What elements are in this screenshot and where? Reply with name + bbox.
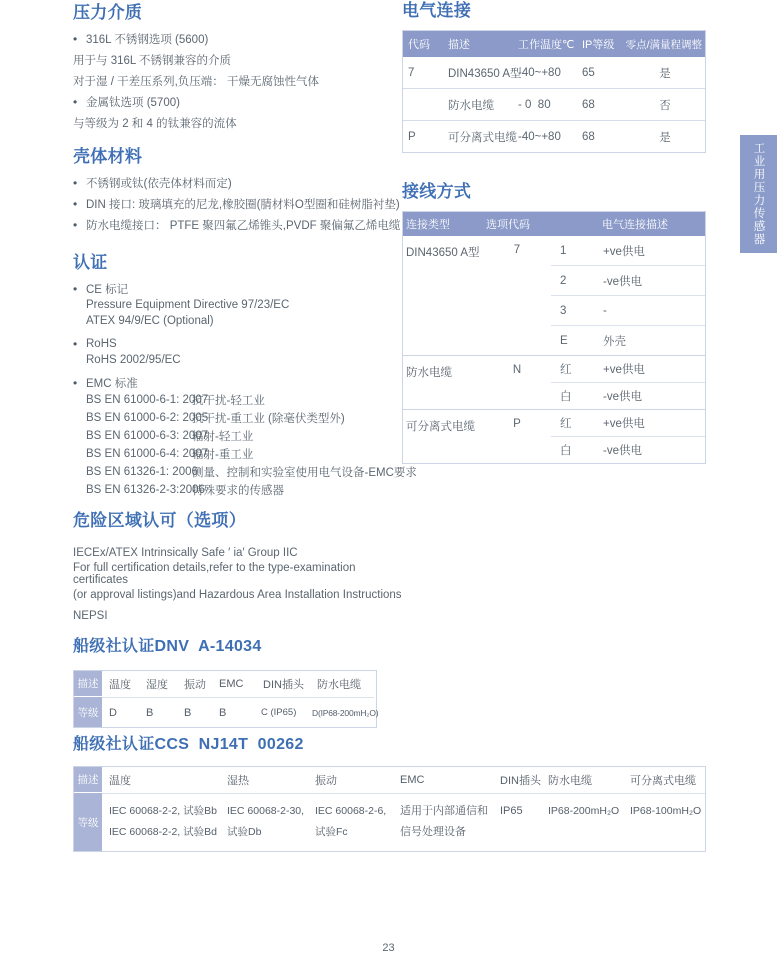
dnv-header-emc: EMC	[219, 678, 244, 690]
electrical-table-header	[403, 31, 705, 57]
pin-row	[551, 295, 705, 325]
cell-temp: -40~+80	[518, 66, 561, 79]
section-ccs-certification	[73, 734, 704, 852]
hazard-line	[73, 605, 413, 626]
cell-description: 可分离式电缆	[448, 131, 517, 144]
emc-code: BS EN 61326-1: 2006	[86, 466, 198, 478]
cell-temp: - 0 80	[518, 98, 551, 111]
dnv-value: D	[102, 697, 139, 727]
pin-label: 1	[560, 244, 567, 257]
section-dnv-certification	[73, 636, 704, 728]
wiring-group-din	[403, 236, 705, 355]
pressure-line-text: • 金属钛选项 (5700)	[86, 96, 180, 109]
emc-desc: 特殊要求的传感器	[192, 485, 284, 497]
col-header-code: 代码	[408, 39, 430, 51]
row-label-description: 描述	[74, 671, 102, 697]
pressure-line	[73, 28, 398, 49]
pressure-media-title: 压力介质	[73, 3, 143, 22]
section-pressure-media	[73, 2, 398, 133]
dnv-table	[73, 670, 377, 728]
wiring-code: 7	[513, 244, 521, 256]
housing-line	[73, 172, 398, 193]
emc-desc: 辐射-重工业	[192, 449, 254, 461]
cell-ip: 68	[582, 130, 595, 143]
ccs-header-emc: EMC	[400, 774, 425, 786]
hazard-line	[73, 542, 413, 563]
emc-code: BS EN 61000-6-4: 2007	[86, 448, 209, 460]
pin-description: -ve供电	[603, 391, 642, 403]
cert-sub-line	[73, 352, 398, 368]
cell-temp: -40~+80	[518, 130, 561, 143]
row-label-description: 描述	[74, 767, 102, 793]
section-electrical-connection	[402, 0, 704, 153]
emc-code: BS EN 61000-6-2: 2005	[86, 412, 209, 424]
ccs-value-line: 信号处理设备	[400, 826, 466, 838]
housing-line-text: • DIN 接口: 玻璃填充的尼龙,橡胶圈(腈材料O型圈和硅树脂衬垫)	[86, 198, 400, 211]
dnv-header-temp: 温度	[109, 679, 131, 691]
pressure-line-text: 对于湿 / 干差压系列,负压端： 干燥无腐蚀性气体	[73, 75, 319, 88]
housing-line-text: • 不锈钢或钛(依壳体材料而定)	[86, 177, 232, 190]
ccs-header-vibration: 振动	[315, 775, 337, 787]
col-header-connection-type: 连接类型	[406, 219, 450, 231]
cell-ip: 65	[582, 66, 595, 79]
cert-group-ce	[73, 280, 398, 329]
section-housing-materials	[73, 146, 401, 235]
dnv-value: B	[177, 697, 212, 727]
emc-desc: 辐射-轻工业	[192, 431, 254, 443]
cell-description: 防水电缆	[448, 99, 494, 112]
ccs-value-line: 试验Fc	[315, 826, 348, 838]
ccs-value-line: 试验Db	[227, 826, 262, 838]
housing-line	[73, 193, 398, 214]
pin-row	[551, 325, 705, 355]
pin-description: +ve供电	[603, 364, 645, 376]
dnv-value: B	[212, 697, 256, 727]
hazard-line-text: IECEx/ATEX Intrinsically Safe ′ ia′ Group IIC	[73, 546, 298, 559]
ccs-header-damp-heat: 湿热	[227, 775, 249, 787]
ccs-value-line: IEC 60068-2-6,	[315, 805, 387, 817]
cell-adjust: 是	[659, 67, 671, 80]
cert-sub-line	[73, 313, 398, 329]
dnv-header-waterproof-cable: 防水电缆	[317, 679, 361, 691]
ccs-header-temp: 温度	[109, 775, 131, 787]
electrical-table-row	[403, 120, 705, 152]
ccs-value	[220, 793, 308, 851]
pin-label: 白	[560, 445, 572, 457]
cell-adjust: 是	[659, 131, 671, 144]
wiring-table	[402, 211, 706, 464]
pin-description: 外壳	[603, 335, 626, 348]
certification-title: 认证	[73, 253, 108, 272]
pressure-line	[73, 112, 398, 133]
wiring-method-title: 接线方式	[402, 182, 472, 201]
wiring-type: 可分离式电缆	[406, 421, 475, 433]
cell-adjust: 否	[659, 99, 671, 112]
cert-bullet	[73, 374, 398, 391]
wiring-code: N	[512, 364, 522, 376]
col-header-operating-temp: 工作温度℃	[518, 39, 575, 51]
pin-description: -ve供电	[603, 275, 642, 288]
emc-code: BS EN 61326-2-3:2006	[86, 484, 205, 496]
pin-description: +ve供电	[603, 418, 645, 430]
cert-sub-text: ATEX 94/9/EC (Optional)	[86, 315, 214, 327]
cert-group-rohs	[73, 335, 398, 368]
section-wiring-method	[402, 181, 704, 464]
emc-desc: 抗干扰-重工业 (除毫伏类型外)	[192, 413, 345, 425]
cell-description: DIN43650 A型	[448, 67, 522, 80]
pressure-line	[73, 70, 398, 91]
pin-label: 白	[560, 391, 572, 403]
hazard-line	[73, 584, 413, 605]
cell-code: 7	[408, 66, 415, 79]
housing-line	[73, 214, 401, 235]
pin-row	[551, 236, 705, 265]
electrical-table-row	[403, 88, 705, 120]
emc-standard-line	[73, 409, 398, 427]
pin-label: 3	[560, 304, 567, 317]
ccs-value	[308, 793, 393, 851]
dnv-value: C (IP65)	[256, 697, 310, 727]
pin-description: +ve供电	[603, 245, 645, 258]
emc-desc: 测量、控制和实验室使用电气设备-EMC要求	[192, 467, 417, 479]
pin-row	[551, 265, 705, 295]
pin-row	[551, 356, 705, 382]
page-number: 23	[382, 942, 395, 954]
wiring-table-header	[403, 212, 705, 236]
emc-standard-line	[73, 445, 398, 463]
wiring-type: DIN43650 A型	[406, 247, 480, 259]
cert-bullet-text: • RoHS	[86, 337, 117, 350]
dnv-header-humidity: 湿度	[146, 679, 168, 691]
row-label-grade: 等级	[74, 697, 102, 727]
ccs-value	[493, 793, 541, 851]
wiring-pins	[551, 356, 705, 409]
ccs-header-din-plug: DIN插头	[500, 775, 541, 787]
hazard-line-text: (or approval listings)and Hazardous Area Installation Instructions	[73, 588, 402, 601]
cert-bullet	[73, 280, 398, 297]
hazard-line-text: NEPSI	[73, 609, 108, 622]
ccs-value-line: IP65	[500, 805, 523, 817]
pin-description: -ve供电	[603, 445, 642, 457]
ccs-value-line: 适用于内部通信和	[400, 805, 488, 817]
pin-label: 2	[560, 274, 567, 287]
pin-row	[551, 382, 705, 409]
col-header-description: 描述	[448, 39, 470, 51]
electrical-connection-title: 电气连接	[402, 1, 472, 20]
dnv-value: B	[139, 697, 177, 727]
ccs-value	[541, 793, 623, 851]
ccs-value-line: IEC 60068-2-30,	[227, 805, 305, 817]
dnv-value: D(IP68-200mH₂O)	[310, 697, 374, 727]
wiring-code: P	[513, 418, 521, 430]
pressure-line	[73, 49, 398, 70]
hazard-line-text: For full certification details,refer to the type-examination certificates	[73, 561, 356, 586]
cert-bullet-text: • CE 标记	[86, 283, 129, 296]
cert-bullet-text: • EMC 标准	[86, 377, 138, 390]
emc-standard-line	[73, 481, 398, 499]
wiring-pins	[551, 410, 705, 463]
wiring-group-detachable-cable	[403, 409, 705, 463]
housing-materials-title: 壳体材料	[73, 147, 143, 166]
housing-line-text: • 防水电缆接口： PTFE 聚四氟乙烯锥头,PVDF 聚偏氟乙烯电缆	[86, 219, 401, 232]
pin-label: 红	[560, 364, 572, 376]
cell-code: P	[408, 130, 416, 143]
electrical-table-row	[403, 57, 705, 88]
pressure-line	[73, 91, 398, 112]
electrical-connection-table	[402, 30, 706, 153]
ccs-value-line: IEC 60068-2-2, 试验Bb	[109, 805, 217, 817]
wiring-group-waterproof-cable	[403, 355, 705, 409]
pressure-line-text: 用于与 316L 不锈钢兼容的介质	[73, 54, 232, 67]
pin-label: 红	[560, 418, 572, 430]
pin-row	[551, 436, 705, 463]
emc-standard-line	[73, 391, 398, 409]
ccs-value-line: IP68-100mH₂O	[630, 805, 702, 817]
cell-ip: 68	[582, 98, 595, 111]
pressure-line-text: • 316L 不锈钢选项 (5600)	[86, 33, 209, 46]
col-header-zero-span-adjust: 零点/满量程调整	[625, 38, 702, 51]
row-label-grade: 等级	[74, 793, 102, 851]
cert-sub-line	[73, 297, 398, 313]
ccs-value-line: IP68-200mH₂O	[548, 805, 620, 817]
ccs-table	[73, 766, 706, 852]
pin-row	[551, 410, 705, 436]
wiring-pins	[551, 236, 705, 355]
dnv-header-vibration: 振动	[184, 679, 206, 691]
wiring-type: 防水电缆	[406, 367, 452, 379]
cert-bullet	[73, 335, 398, 352]
dnv-header-din-plug: DIN插头	[263, 679, 304, 691]
pin-label: E	[560, 334, 568, 347]
ccs-header-waterproof-cable: 防水电缆	[548, 775, 592, 787]
emc-standard-line	[73, 427, 398, 445]
col-header-option-code: 选项代码	[486, 219, 530, 231]
emc-desc: 抗干扰-轻工业	[192, 395, 265, 407]
col-header-electrical-description: 电气连接描述	[602, 219, 668, 231]
ccs-value	[393, 793, 493, 851]
cert-sub-text: Pressure Equipment Directive 97/23/EC	[86, 299, 290, 311]
col-header-ip-rating: IP等级	[582, 39, 615, 51]
ccs-value-line: IEC 60068-2-2, 试验Bd	[109, 826, 217, 838]
emc-code: BS EN 61000-6-3: 2007	[86, 430, 209, 442]
section-hazardous-approval	[73, 510, 413, 626]
cert-sub-text: RoHS 2002/95/EC	[86, 354, 181, 366]
section-certification	[73, 252, 417, 499]
side-tab-industrial-pressure-sensor: 工业用压力传感器	[740, 135, 777, 253]
emc-code: BS EN 61000-6-1: 2007	[86, 394, 209, 406]
hazardous-approval-title: 危险区域认可（选项）	[73, 511, 246, 530]
hazard-line	[73, 563, 413, 584]
dnv-title: 船级社认证DNV A-14034	[73, 638, 262, 655]
pin-description: -	[603, 304, 607, 317]
ccs-title: 船级社认证CCS NJ14T 00262	[73, 736, 304, 753]
ccs-value	[623, 793, 705, 851]
pressure-line-text: 与等级为 2 和 4 的钛兼容的流体	[73, 117, 237, 130]
ccs-header-detachable-cable: 可分离式电缆	[630, 775, 696, 787]
cert-group-emc	[73, 374, 417, 499]
ccs-value	[102, 793, 220, 851]
emc-standard-line	[73, 463, 417, 481]
